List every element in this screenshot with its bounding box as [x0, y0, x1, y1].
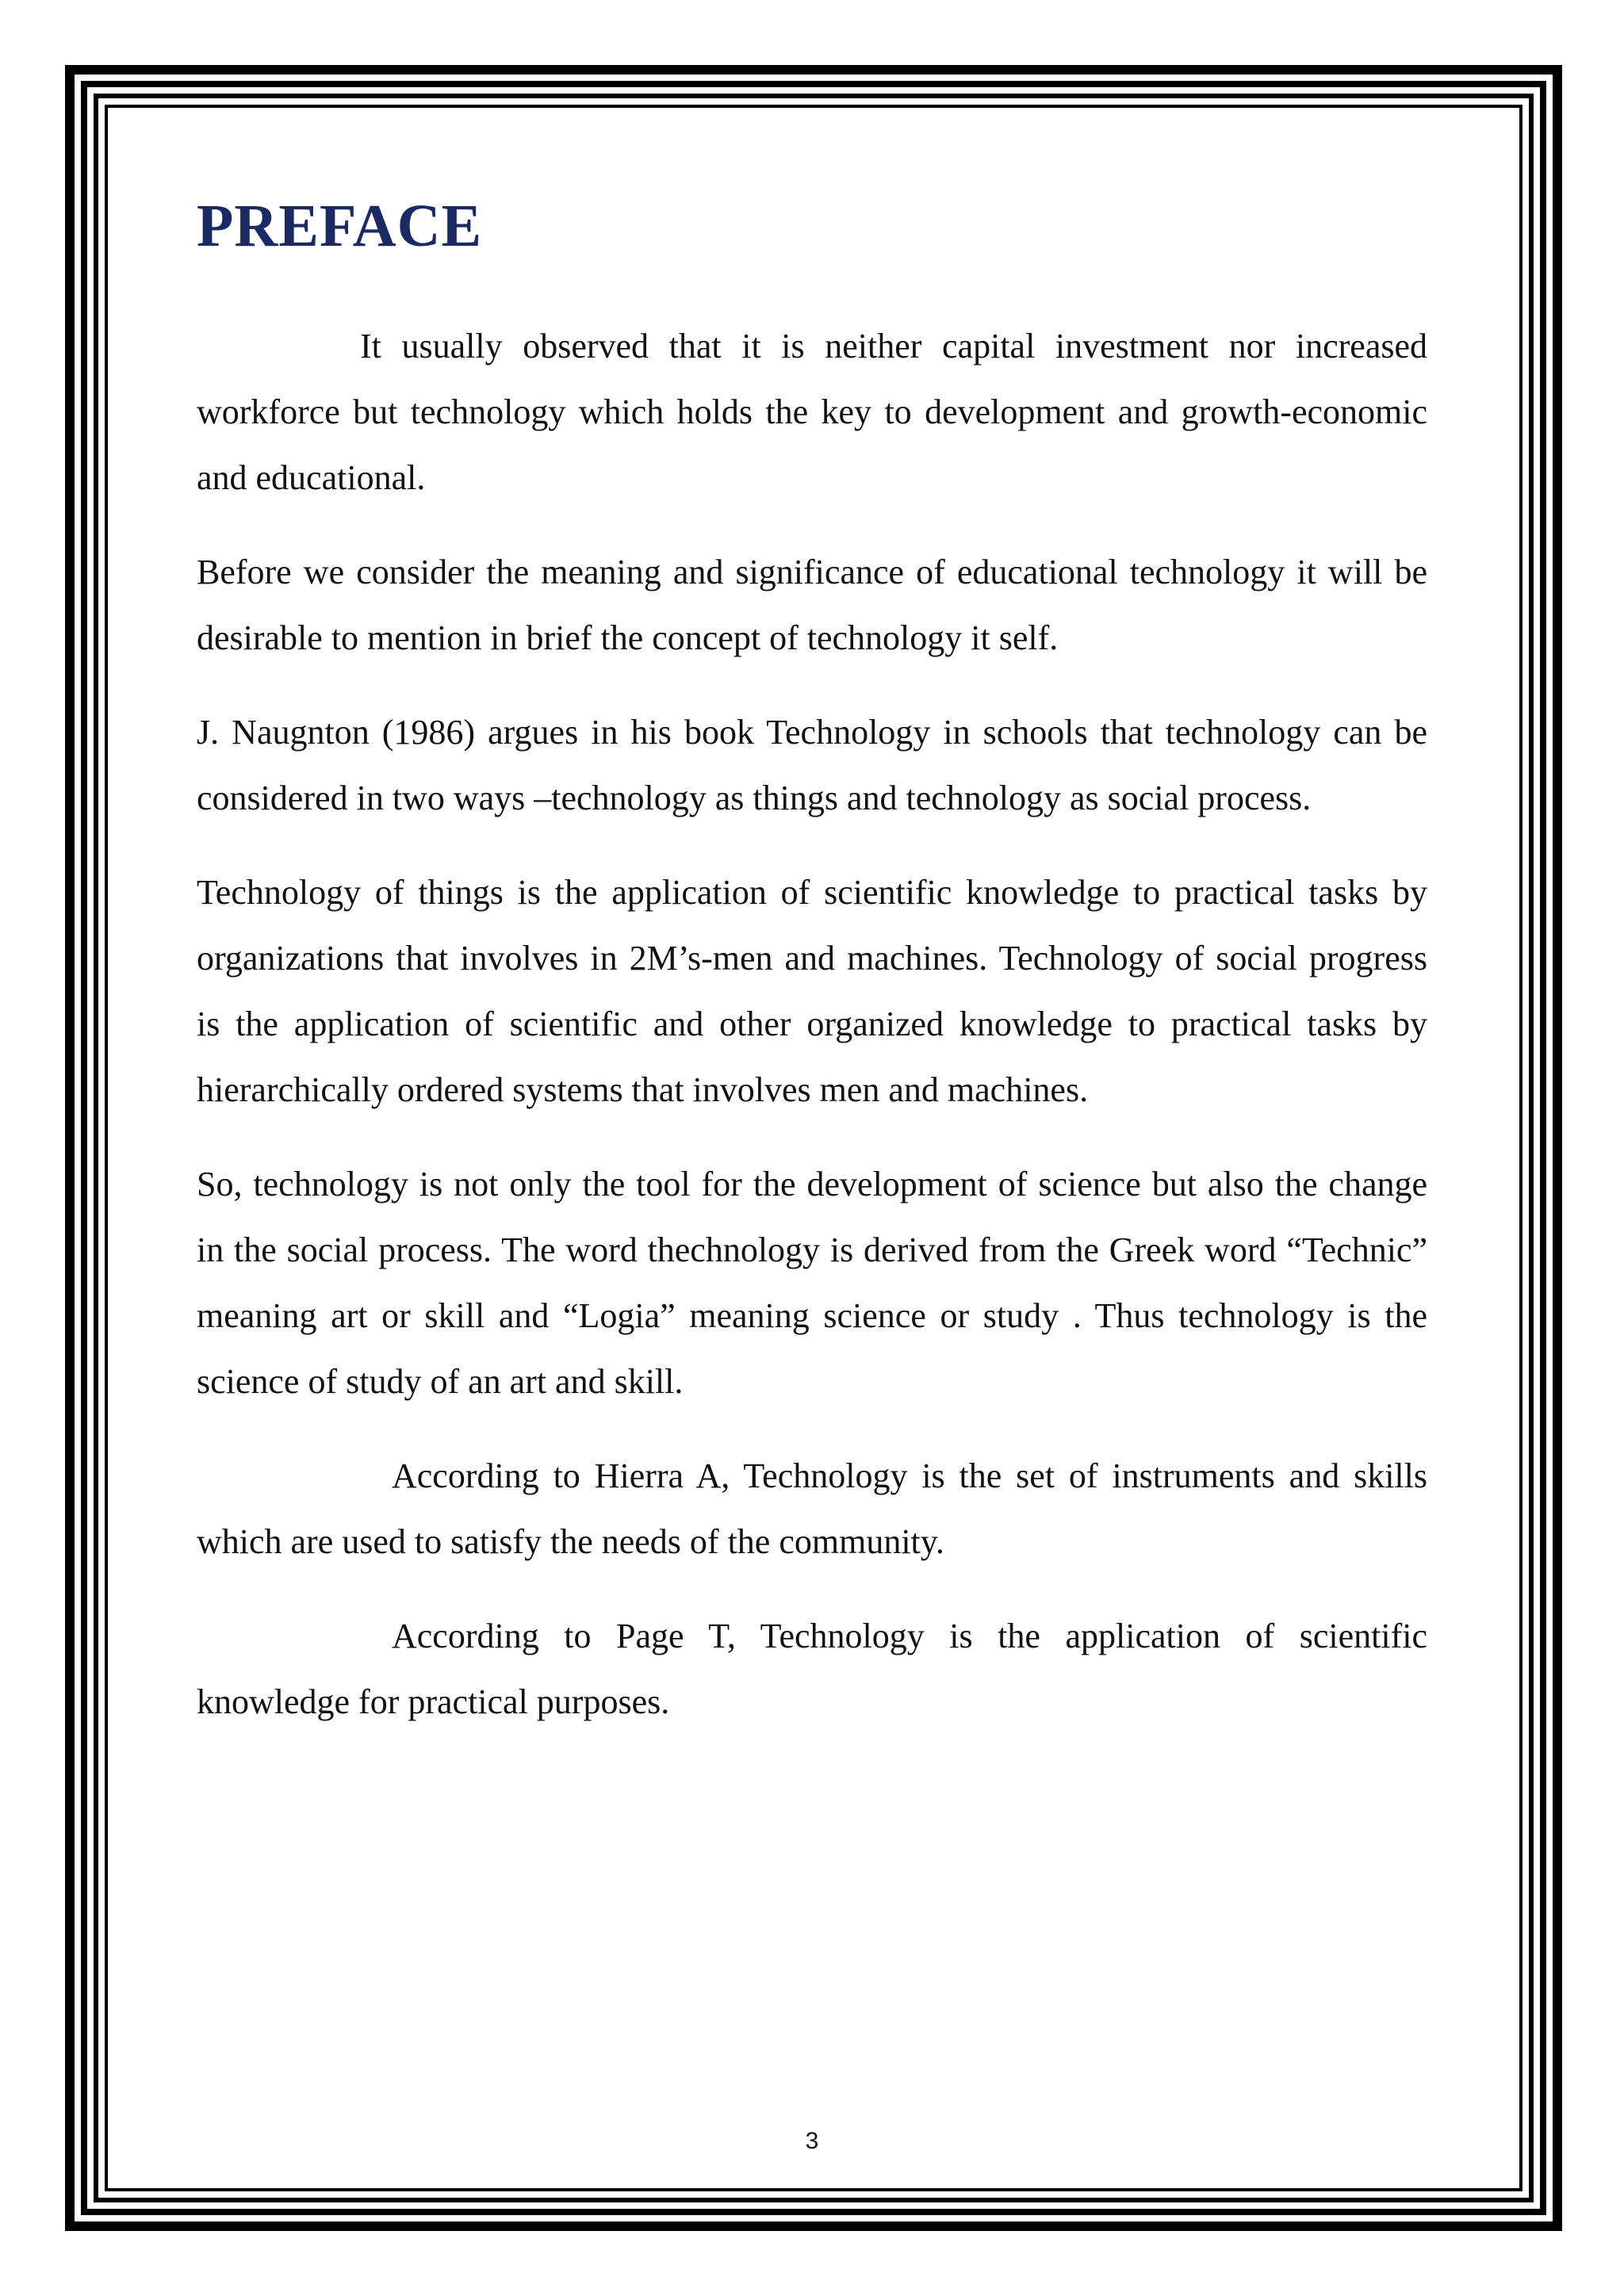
- paragraph-4: Technology of things is the application of scientific knowledge to practical tasks by organizations that involves in 2M’s-men and machines. Technology of social progress is the application of scientific and other organized knowledge to practical tasks by hierarchically ordered systems that involves men and machines.: [197, 873, 1427, 1110]
- paragraph-6: According to Hierra A, Technology is the set of instruments and skills which are used to satisfy the needs of the community.: [197, 1456, 1427, 1562]
- paragraph-1: It usually observed that it is neither capital investment nor increased workforce but technology which holds the key to development and growth-economic and educational.: [197, 327, 1427, 498]
- page-number: 3: [805, 2128, 819, 2154]
- paragraph-3: J. Naugnton (1986) argues in his book Technology in schools that technology can be considered in two ways –technology as things and technology as social process.: [197, 713, 1427, 818]
- document-body: [197, 190, 1427, 1763]
- paragraph-5: So, technology is not only the tool for the development of science but also the change in the social process. The word thechnology is derived from the Greek word “Technic” meaning art or skill and “Logia” meaning science or study . Thus technology is the science of study of an art and skill.: [197, 1165, 1427, 1402]
- paragraph-7: According to Page T, Technology is the application of scientific knowledge for practical purposes.: [197, 1617, 1427, 1722]
- paragraph-2: Before we consider the meaning and significance of educational technology it will be desirable to mention in brief the concept of technology it self.: [197, 553, 1427, 658]
- page-title: PREFACE: [197, 193, 483, 259]
